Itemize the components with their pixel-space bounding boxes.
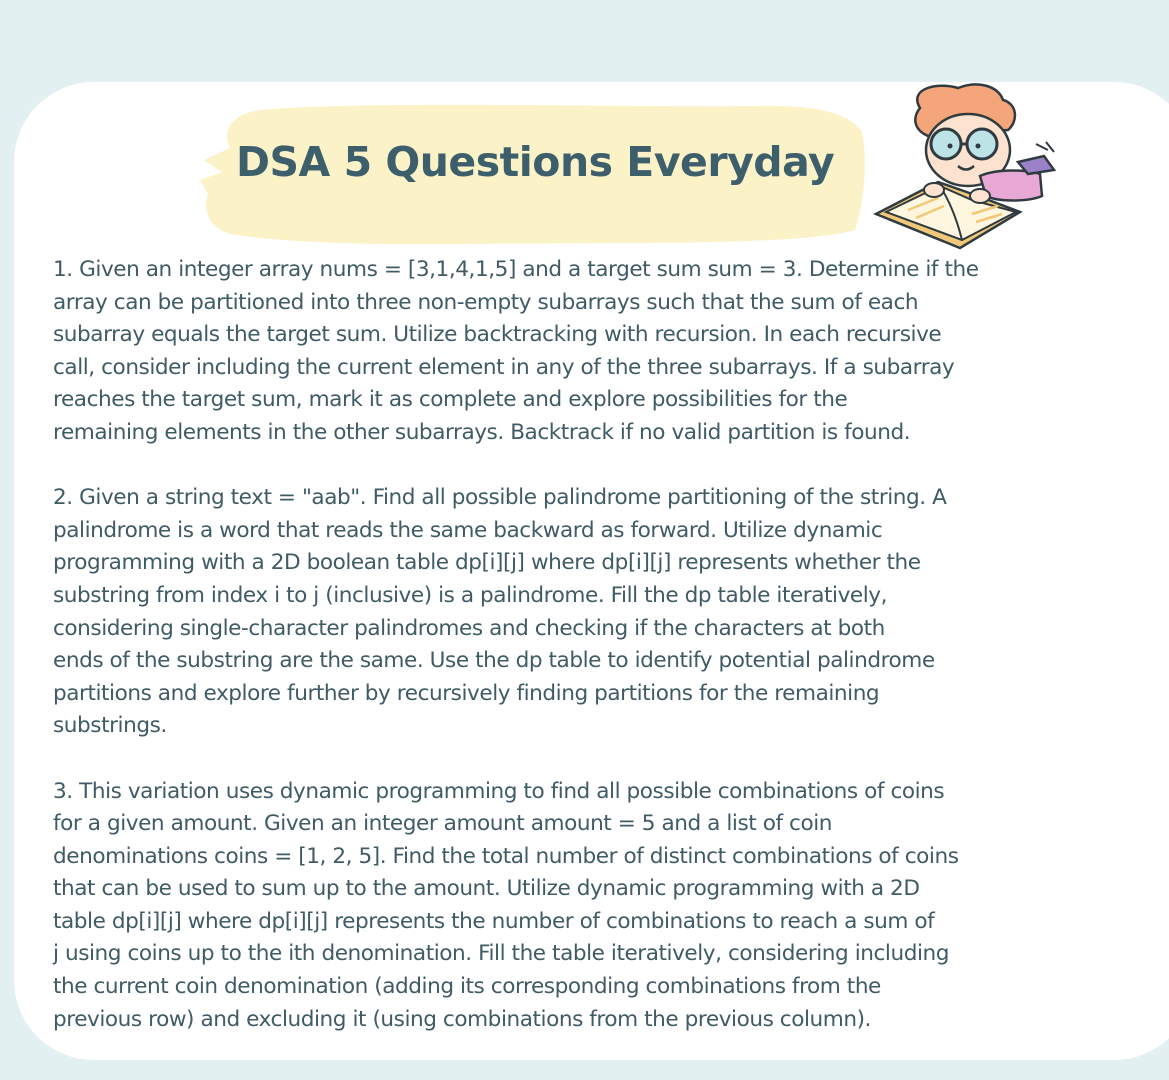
question-line: previous row) and excluding it (using combinations from the previous column). bbox=[53, 1006, 871, 1032]
question-line: substrings. bbox=[53, 713, 167, 739]
question-line: programming with a 2D boolean table dp[i][j] where dp[i][j] represents whether the bbox=[53, 550, 921, 576]
question-line: 3. This variation uses dynamic programming to find all possible combinations of coins bbox=[53, 778, 945, 804]
question-line: denominations coins = [1, 2, 5]. Find the total number of distinct combinations of coins bbox=[53, 843, 959, 869]
reading-kid-icon bbox=[868, 78, 1068, 258]
question-line: remaining elements in the other subarrays. Backtrack if no valid partition is found. bbox=[53, 419, 911, 445]
question-2 bbox=[53, 482, 1053, 743]
question-line: call, consider including the current element in any of the three subarrays. If a subarray bbox=[53, 354, 955, 380]
question-line: ends of the substring are the same. Use the dp table to identify potential palindrome bbox=[53, 648, 935, 674]
question-line: the current coin denomination (adding its corresponding combinations from the bbox=[53, 974, 881, 1000]
questions-list bbox=[53, 254, 1053, 1036]
question-line: 2. Given a string text = "aab". Find all possible palindrome partitioning of the string. A bbox=[53, 485, 947, 511]
page-title: DSA 5 Questions Everyday bbox=[236, 138, 835, 186]
question-line: palindrome is a word that reads the same backward as forward. Utilize dynamic bbox=[53, 517, 883, 543]
question-line: j using coins up to the ith denomination. Fill the table iteratively, considering including bbox=[53, 941, 949, 967]
question-line: reaches the target sum, mark it as complete and explore possibilities for the bbox=[53, 387, 848, 413]
question-line: that can be used to sum up to the amount. Utilize dynamic programming with a 2D bbox=[53, 876, 920, 902]
question-line: table dp[i][j] where dp[i][j] represents the number of combinations to reach a sum of bbox=[53, 908, 935, 934]
question-line: partitions and explore further by recursively finding partitions for the remaining bbox=[53, 680, 880, 706]
question-3 bbox=[53, 776, 1053, 1037]
question-line: 1. Given an integer array nums = [3,1,4,1,5] and a target sum sum = 3. Determine if the bbox=[53, 257, 979, 282]
question-line: substring from index i to j (inclusive) is a palindrome. Fill the dp table iteratively, bbox=[53, 582, 888, 608]
question-line: array can be partitioned into three non-empty subarrays such that the sum of each bbox=[53, 289, 919, 315]
question-1 bbox=[53, 254, 1053, 450]
question-line: subarray equals the target sum. Utilize backtracking with recursion. In each recursive bbox=[53, 322, 942, 348]
question-line: considering single-character palindromes and checking if the characters at both bbox=[53, 615, 885, 641]
question-line: for a given amount. Given an integer amount amount = 5 and a list of coin bbox=[53, 811, 833, 837]
